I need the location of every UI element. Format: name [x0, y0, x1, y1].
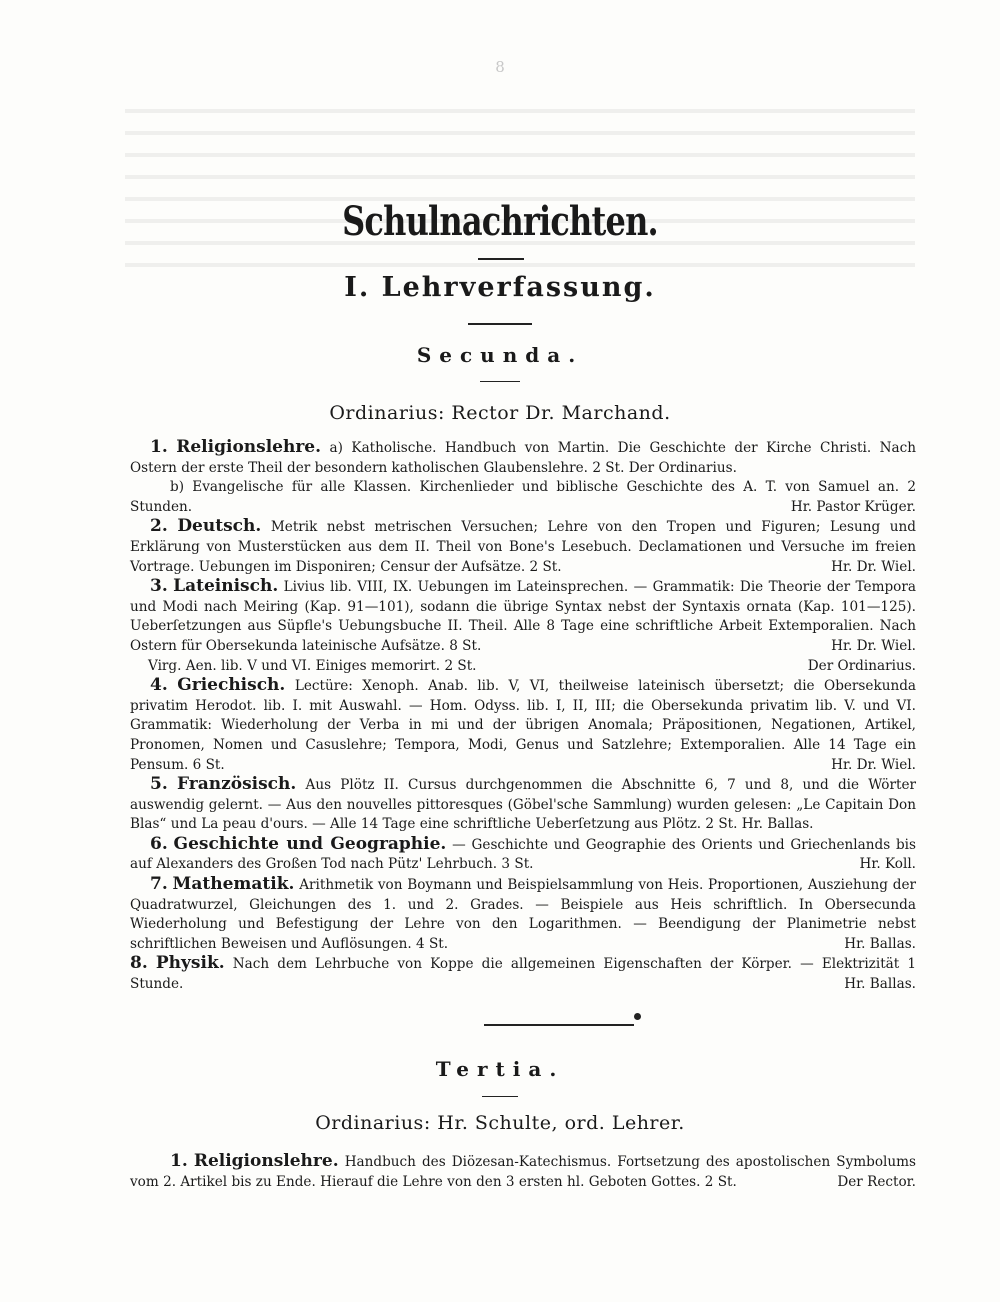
subject-number: 8. [130, 953, 148, 974]
class-rule [482, 1096, 518, 1097]
tertia-subjects [130, 1152, 916, 1192]
ink-dot [634, 1013, 641, 1020]
subject-text: Lectüre: Xenoph. Anab. lib. V, VI, theilweise lateinisch übersetzt; die Obersekunda privatim Herodot. lib. I. mit Auswahl. — Hom. Odyss. lib. I, II, III; die Obersekunda privatim lib. V. und VI. Grammatik: Wiederholung der Verba in mi und der übrigen Anomala; Präpositionen, Negationen, Artikel, Pronomen, Nomen und Casuslehre; Tempora, Modi, Genus und Satzlehre; Extemporalien. Alle 14 Tage ein Pensum. 6 St. [130, 678, 917, 773]
subject-name: Geschichte und Geographie. [173, 833, 447, 854]
teacher-name: Der Rector. [837, 1173, 916, 1190]
teacher-name: Der Ordinarius. [807, 657, 916, 674]
teacher-name: Hr. Ballas. [741, 816, 814, 833]
subject-entry [130, 775, 916, 835]
subject-entry [130, 676, 916, 775]
subject-number: 7. [150, 874, 168, 895]
secunda-subjects [130, 438, 916, 995]
subject-entry [130, 517, 916, 577]
subject-name: Religionslehre. [193, 1151, 339, 1171]
teacher-name: Hr. Koll. [859, 856, 916, 873]
subject-name: Griechisch. [177, 675, 286, 696]
title-rule [478, 258, 524, 260]
subject-name: Lateinisch. [173, 576, 279, 597]
subject-text: Livius lib. VIII, IX. Uebungen im Lateinsprechen. — Grammatik: Die Theorie der Tempora und Modi nach Meiring (Kap. 91—101), sodann die übrige Syntax nebst der Syntaxis ornata (Kap. 101—125). Ueberſetzungen aus Süpfle's Uebungsbuche II. Theil. Alle 8 Tage eine schriftliche Arbeit Extemporalien. Nach Ostern für Obersekunda lateinische Aufsätze. 8 St. [130, 579, 916, 654]
subject-text: Arithmetik von Boymann und Beispielsammlung von Heis. Proportionen, Ausziehung der Quadratwurzel, Gleichungen des 1. und 2. Grades. — Beispiele aus Heis schriftlich. In Obersecunda Wiederholung und Befestigung der Lehre von den Logarithmen. — Beendigung der Planimetrie nebst schriftlichen Beweisen und Auflösungen. 4 St. [130, 877, 916, 952]
teacher-name: Hr. Ballas. [844, 935, 916, 952]
subject-name: Religionslehre. [176, 437, 322, 457]
subject-text: a) Katholische. Handbuch von Martin. Die Geschichte der Kirche Christi. Nach Ostern der erste Theil der besondern katholischen Glaubenslehre. 2 St. Der Ordinarius. [130, 440, 916, 476]
subject-number: 1. [150, 437, 168, 457]
section-heading: I. Lehrverfassung. [344, 272, 656, 303]
subject-name: Mathematik. [172, 874, 295, 895]
subject-number: 3. [150, 576, 168, 597]
subject-text: Virg. Aen. lib. V und VI. Einiges memorirt. 2 St. [148, 657, 477, 674]
subject-entry [130, 1152, 916, 1192]
subject-number: 4. [150, 675, 168, 696]
subject-entry [130, 835, 916, 875]
subject-entry [130, 875, 916, 954]
class-heading-tertia: Tertia. [435, 1057, 565, 1081]
subject-number: 1. [170, 1151, 188, 1171]
subject-text: Nach dem Lehrbuche von Koppe die allgemeinen Eigenschaften der Körper. — Elektrizität 1 Stunde. [130, 956, 916, 993]
ordinarius-tertia: Ordinarius: Hr. Schulte, ord. Lehrer. [315, 1112, 685, 1134]
subject-entry-b [130, 657, 916, 677]
teacher-name: Hr. Ballas. [844, 976, 916, 993]
page-title: Schulnachrichten. [342, 198, 658, 245]
page-number: 8 [495, 58, 505, 76]
teacher-name: Hr. Pastor Krüger. [790, 498, 916, 515]
subject-entry [130, 438, 916, 478]
subject-text: Handbuch des Diözesan-Katechismus. Fortsetzung des apostolischen Symbolums vom 2. Artikel bis zu Ende. Hierauf die Lehre von den 3 ersten hl. Geboten Gottes. 2 St. [130, 1154, 917, 1190]
subject-name: Deutsch. [177, 516, 262, 537]
class-rule [480, 381, 520, 382]
subject-entry-b [130, 478, 916, 517]
subject-text: Aus Plötz II. Cursus durchgenommen die Abschnitte 6, 7 und 8, und die Wörter auswendig gelernt. — Aus den nouvelles pittoresques (Göbel'sche Sammlung) wurden gelesen: „Le Capitain Don Blas“ und La peau d'ours. — Alle 14 Tage eine schriftliche Ueberſetzung aus Plötz. 2 St. [130, 777, 916, 833]
subject-text: — Geschichte und Geographie des Orients und Griechenlands bis auf Alexanders des Großen Tod nach Pütz' Lehrbuch. 3 St. [130, 836, 916, 873]
bleed-through-texture [125, 100, 915, 280]
teacher-name: Hr. Dr. Wiel. [831, 756, 916, 773]
teacher-name: Hr. Dr. Wiel. [831, 558, 916, 575]
teacher-name: Hr. Dr. Wiel. [831, 637, 916, 654]
subject-text: b) Evangelische für alle Klassen. Kirchenlieder und biblische Geschichte des A. T. von Samuel an. 2 Stunden. [130, 479, 916, 515]
section-divider [484, 1024, 634, 1026]
subject-number: 2. [150, 516, 168, 537]
class-heading-secunda: Secunda. [416, 343, 584, 367]
subject-name: Französisch. [176, 774, 297, 795]
subject-number: 6. [150, 833, 168, 854]
subject-text: Metrik nebst metrischen Versuchen; Lehre von den Tropen und Figuren; Lesung und Erklärung von Musterstücken aus dem II. Theil von Bone's Lesebuch. Declamationen und Versuche im freien Vortrage. Uebungen im Disponiren; Censur der Aufsätze. 2 St. [130, 519, 916, 575]
section-rule [468, 323, 532, 325]
subject-name: Physik. [155, 953, 225, 974]
subject-number: 5. [150, 774, 168, 795]
ordinarius-secunda: Ordinarius: Rector Dr. Marchand. [329, 402, 671, 424]
subject-entry [130, 954, 916, 994]
subject-entry [130, 577, 916, 656]
